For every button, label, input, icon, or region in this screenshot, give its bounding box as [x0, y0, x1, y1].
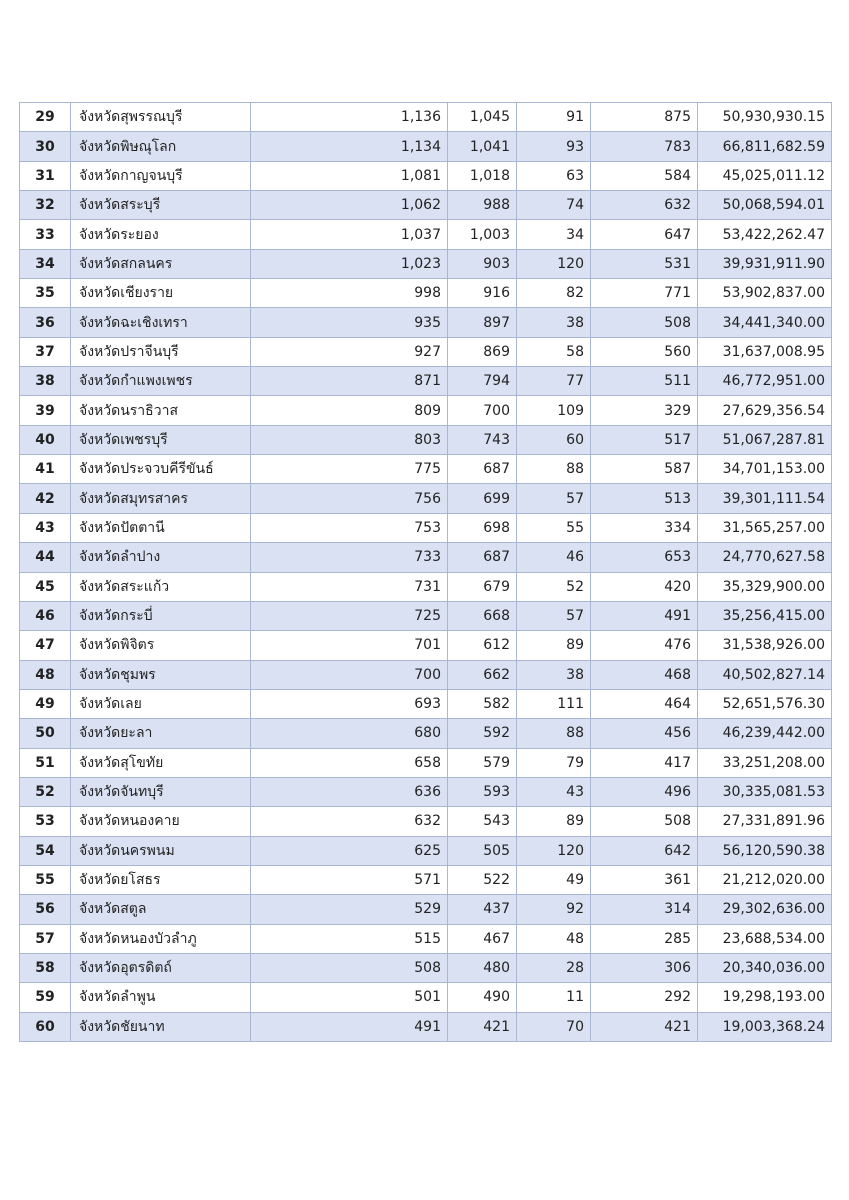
province-data-table: [19, 102, 832, 1042]
value-col-1: 998: [251, 279, 448, 308]
value-col-1: 680: [251, 719, 448, 748]
amount-value: 29,302,636.00: [698, 895, 832, 924]
value-col-4: 508: [591, 807, 698, 836]
value-col-1: 756: [251, 484, 448, 513]
province-name: จังหวัดยโสธร: [71, 865, 251, 894]
province-name: จังหวัดสกลนคร: [71, 249, 251, 278]
value-col-1: 508: [251, 953, 448, 982]
value-col-3: 70: [517, 1012, 591, 1041]
row-number: 53: [20, 807, 71, 836]
value-col-1: 529: [251, 895, 448, 924]
row-number: 43: [20, 513, 71, 542]
value-col-4: 417: [591, 748, 698, 777]
amount-value: 52,651,576.30: [698, 689, 832, 718]
row-number: 46: [20, 601, 71, 630]
province-name: จังหวัดนราธิวาส: [71, 396, 251, 425]
value-col-4: 653: [591, 543, 698, 572]
value-col-3: 38: [517, 308, 591, 337]
value-col-1: 625: [251, 836, 448, 865]
value-col-2: 437: [448, 895, 517, 924]
value-col-3: 88: [517, 455, 591, 484]
value-col-2: 668: [448, 601, 517, 630]
value-col-4: 632: [591, 191, 698, 220]
amount-value: 46,772,951.00: [698, 367, 832, 396]
table-row: [20, 279, 832, 308]
value-col-4: 329: [591, 396, 698, 425]
value-col-4: 420: [591, 572, 698, 601]
value-col-4: 508: [591, 308, 698, 337]
value-col-4: 334: [591, 513, 698, 542]
province-name: จังหวัดเพชรบุรี: [71, 425, 251, 454]
table-row: [20, 132, 832, 161]
value-col-2: 916: [448, 279, 517, 308]
value-col-1: 803: [251, 425, 448, 454]
row-number: 58: [20, 953, 71, 982]
value-col-3: 55: [517, 513, 591, 542]
value-col-4: 496: [591, 777, 698, 806]
row-number: 37: [20, 337, 71, 366]
value-col-2: 1,018: [448, 161, 517, 190]
amount-value: 50,068,594.01: [698, 191, 832, 220]
value-col-4: 647: [591, 220, 698, 249]
value-col-2: 700: [448, 396, 517, 425]
table-row: [20, 337, 832, 366]
province-name: จังหวัดสระบุรี: [71, 191, 251, 220]
amount-value: 24,770,627.58: [698, 543, 832, 572]
value-col-4: 783: [591, 132, 698, 161]
table-row: [20, 161, 832, 190]
province-name: จังหวัดยะลา: [71, 719, 251, 748]
value-col-4: 314: [591, 895, 698, 924]
province-name: จังหวัดสุพรรณบุรี: [71, 103, 251, 132]
value-col-4: 517: [591, 425, 698, 454]
value-col-4: 464: [591, 689, 698, 718]
value-col-3: 58: [517, 337, 591, 366]
amount-value: 66,811,682.59: [698, 132, 832, 161]
value-col-3: 89: [517, 631, 591, 660]
province-name: จังหวัดหนองคาย: [71, 807, 251, 836]
row-number: 47: [20, 631, 71, 660]
value-col-2: 794: [448, 367, 517, 396]
value-col-1: 1,062: [251, 191, 448, 220]
value-col-1: 515: [251, 924, 448, 953]
table-row: [20, 513, 832, 542]
table-row: [20, 308, 832, 337]
value-col-1: 491: [251, 1012, 448, 1041]
amount-value: 31,637,008.95: [698, 337, 832, 366]
value-col-2: 687: [448, 543, 517, 572]
value-col-3: 49: [517, 865, 591, 894]
amount-value: 46,239,442.00: [698, 719, 832, 748]
row-number: 54: [20, 836, 71, 865]
value-col-1: 701: [251, 631, 448, 660]
province-name: จังหวัดปราจีนบุรี: [71, 337, 251, 366]
value-col-3: 57: [517, 484, 591, 513]
province-name: จังหวัดสตูล: [71, 895, 251, 924]
province-name: จังหวัดลำพูน: [71, 983, 251, 1012]
amount-value: 39,931,911.90: [698, 249, 832, 278]
value-col-2: 903: [448, 249, 517, 278]
value-col-3: 38: [517, 660, 591, 689]
value-col-4: 456: [591, 719, 698, 748]
value-col-1: 571: [251, 865, 448, 894]
province-name: จังหวัดเชียงราย: [71, 279, 251, 308]
value-col-4: 468: [591, 660, 698, 689]
row-number: 35: [20, 279, 71, 308]
row-number: 32: [20, 191, 71, 220]
value-col-2: 1,003: [448, 220, 517, 249]
value-col-1: 658: [251, 748, 448, 777]
value-col-2: 579: [448, 748, 517, 777]
value-col-3: 57: [517, 601, 591, 630]
value-col-4: 560: [591, 337, 698, 366]
province-name: จังหวัดชุมพร: [71, 660, 251, 689]
value-col-2: 1,045: [448, 103, 517, 132]
row-number: 38: [20, 367, 71, 396]
province-name: จังหวัดพิจิตร: [71, 631, 251, 660]
amount-value: 19,298,193.00: [698, 983, 832, 1012]
row-number: 33: [20, 220, 71, 249]
amount-value: 30,335,081.53: [698, 777, 832, 806]
value-col-2: 421: [448, 1012, 517, 1041]
value-col-2: 582: [448, 689, 517, 718]
row-number: 49: [20, 689, 71, 718]
value-col-3: 28: [517, 953, 591, 982]
province-name: จังหวัดกำแพงเพชร: [71, 367, 251, 396]
value-col-3: 111: [517, 689, 591, 718]
amount-value: 40,502,827.14: [698, 660, 832, 689]
row-number: 40: [20, 425, 71, 454]
amount-value: 27,629,356.54: [698, 396, 832, 425]
value-col-2: 897: [448, 308, 517, 337]
table-row: [20, 719, 832, 748]
table-row: [20, 191, 832, 220]
value-col-1: 636: [251, 777, 448, 806]
table-row: [20, 777, 832, 806]
row-number: 31: [20, 161, 71, 190]
amount-value: 50,930,930.15: [698, 103, 832, 132]
row-number: 29: [20, 103, 71, 132]
value-col-3: 91: [517, 103, 591, 132]
value-col-1: 1,023: [251, 249, 448, 278]
value-col-1: 1,134: [251, 132, 448, 161]
value-col-2: 699: [448, 484, 517, 513]
table-body: [20, 103, 832, 1042]
value-col-3: 11: [517, 983, 591, 1012]
amount-value: 20,340,036.00: [698, 953, 832, 982]
table-row: [20, 103, 832, 132]
province-name: จังหวัดกระบี่: [71, 601, 251, 630]
amount-value: 53,902,837.00: [698, 279, 832, 308]
province-name: จังหวัดนครพนม: [71, 836, 251, 865]
amount-value: 19,003,368.24: [698, 1012, 832, 1041]
amount-value: 34,701,153.00: [698, 455, 832, 484]
value-col-1: 731: [251, 572, 448, 601]
province-name: จังหวัดประจวบคีรีขันธ์: [71, 455, 251, 484]
value-col-3: 79: [517, 748, 591, 777]
table-row: [20, 396, 832, 425]
value-col-3: 82: [517, 279, 591, 308]
value-col-3: 63: [517, 161, 591, 190]
table-row: [20, 836, 832, 865]
province-name: จังหวัดระยอง: [71, 220, 251, 249]
province-name: จังหวัดเลย: [71, 689, 251, 718]
amount-value: 31,565,257.00: [698, 513, 832, 542]
province-name: จังหวัดหนองบัวลำภู: [71, 924, 251, 953]
row-number: 39: [20, 396, 71, 425]
value-col-4: 285: [591, 924, 698, 953]
table-row: [20, 895, 832, 924]
value-col-3: 60: [517, 425, 591, 454]
table-row: [20, 631, 832, 660]
amount-value: 34,441,340.00: [698, 308, 832, 337]
table-row: [20, 367, 832, 396]
amount-value: 21,212,020.00: [698, 865, 832, 894]
value-col-2: 522: [448, 865, 517, 894]
value-col-3: 74: [517, 191, 591, 220]
value-col-2: 679: [448, 572, 517, 601]
value-col-2: 687: [448, 455, 517, 484]
table-row: [20, 689, 832, 718]
value-col-2: 869: [448, 337, 517, 366]
value-col-1: 693: [251, 689, 448, 718]
value-col-2: 593: [448, 777, 517, 806]
row-number: 60: [20, 1012, 71, 1041]
province-name: จังหวัดพิษณุโลก: [71, 132, 251, 161]
row-number: 42: [20, 484, 71, 513]
row-number: 55: [20, 865, 71, 894]
value-col-3: 46: [517, 543, 591, 572]
province-name: จังหวัดลำปาง: [71, 543, 251, 572]
value-col-4: 491: [591, 601, 698, 630]
value-col-4: 306: [591, 953, 698, 982]
value-col-2: 543: [448, 807, 517, 836]
province-name: จังหวัดจันทบุรี: [71, 777, 251, 806]
value-col-2: 988: [448, 191, 517, 220]
value-col-4: 511: [591, 367, 698, 396]
amount-value: 35,256,415.00: [698, 601, 832, 630]
value-col-2: 505: [448, 836, 517, 865]
value-col-2: 480: [448, 953, 517, 982]
value-col-3: 120: [517, 249, 591, 278]
value-col-1: 733: [251, 543, 448, 572]
value-col-2: 662: [448, 660, 517, 689]
table-row: [20, 543, 832, 572]
row-number: 59: [20, 983, 71, 1012]
value-col-4: 361: [591, 865, 698, 894]
row-number: 41: [20, 455, 71, 484]
table-row: [20, 983, 832, 1012]
value-col-1: 753: [251, 513, 448, 542]
value-col-2: 612: [448, 631, 517, 660]
province-name: จังหวัดสุโขทัย: [71, 748, 251, 777]
table-row: [20, 953, 832, 982]
province-name: จังหวัดฉะเชิงเทรา: [71, 308, 251, 337]
value-col-3: 52: [517, 572, 591, 601]
row-number: 30: [20, 132, 71, 161]
amount-value: 56,120,590.38: [698, 836, 832, 865]
value-col-2: 698: [448, 513, 517, 542]
table-row: [20, 865, 832, 894]
province-name: จังหวัดกาญจนบุรี: [71, 161, 251, 190]
table-row: [20, 924, 832, 953]
row-number: 51: [20, 748, 71, 777]
value-col-4: 421: [591, 1012, 698, 1041]
table-row: [20, 220, 832, 249]
value-col-1: 1,136: [251, 103, 448, 132]
province-name: จังหวัดชัยนาท: [71, 1012, 251, 1041]
value-col-1: 809: [251, 396, 448, 425]
amount-value: 33,251,208.00: [698, 748, 832, 777]
value-col-3: 34: [517, 220, 591, 249]
value-col-1: 1,037: [251, 220, 448, 249]
table-row: [20, 572, 832, 601]
amount-value: 31,538,926.00: [698, 631, 832, 660]
province-name: จังหวัดสมุทรสาคร: [71, 484, 251, 513]
value-col-3: 43: [517, 777, 591, 806]
value-col-3: 89: [517, 807, 591, 836]
province-name: จังหวัดปัตตานี: [71, 513, 251, 542]
value-col-1: 935: [251, 308, 448, 337]
table-row: [20, 484, 832, 513]
value-col-3: 48: [517, 924, 591, 953]
row-number: 52: [20, 777, 71, 806]
table-row: [20, 660, 832, 689]
value-col-4: 587: [591, 455, 698, 484]
row-number: 56: [20, 895, 71, 924]
value-col-2: 1,041: [448, 132, 517, 161]
amount-value: 45,025,011.12: [698, 161, 832, 190]
value-col-1: 501: [251, 983, 448, 1012]
value-col-1: 1,081: [251, 161, 448, 190]
value-col-4: 513: [591, 484, 698, 513]
value-col-3: 77: [517, 367, 591, 396]
row-number: 57: [20, 924, 71, 953]
table-row: [20, 249, 832, 278]
amount-value: 23,688,534.00: [698, 924, 832, 953]
row-number: 48: [20, 660, 71, 689]
amount-value: 39,301,111.54: [698, 484, 832, 513]
value-col-4: 875: [591, 103, 698, 132]
table-row: [20, 601, 832, 630]
value-col-2: 743: [448, 425, 517, 454]
amount-value: 27,331,891.96: [698, 807, 832, 836]
value-col-1: 927: [251, 337, 448, 366]
amount-value: 53,422,262.47: [698, 220, 832, 249]
amount-value: 51,067,287.81: [698, 425, 832, 454]
province-name: จังหวัดอุตรดิตถ์: [71, 953, 251, 982]
row-number: 45: [20, 572, 71, 601]
value-col-3: 93: [517, 132, 591, 161]
value-col-4: 476: [591, 631, 698, 660]
row-number: 36: [20, 308, 71, 337]
value-col-4: 642: [591, 836, 698, 865]
province-name: จังหวัดสระแก้ว: [71, 572, 251, 601]
value-col-1: 700: [251, 660, 448, 689]
value-col-4: 584: [591, 161, 698, 190]
value-col-1: 725: [251, 601, 448, 630]
row-number: 50: [20, 719, 71, 748]
table-row: [20, 748, 832, 777]
value-col-2: 467: [448, 924, 517, 953]
value-col-2: 490: [448, 983, 517, 1012]
table-row: [20, 425, 832, 454]
value-col-2: 592: [448, 719, 517, 748]
value-col-4: 531: [591, 249, 698, 278]
value-col-1: 871: [251, 367, 448, 396]
value-col-1: 632: [251, 807, 448, 836]
value-col-3: 92: [517, 895, 591, 924]
value-col-4: 771: [591, 279, 698, 308]
row-number: 34: [20, 249, 71, 278]
table-row: [20, 455, 832, 484]
value-col-4: 292: [591, 983, 698, 1012]
value-col-3: 120: [517, 836, 591, 865]
table-row: [20, 1012, 832, 1041]
amount-value: 35,329,900.00: [698, 572, 832, 601]
value-col-3: 109: [517, 396, 591, 425]
value-col-3: 88: [517, 719, 591, 748]
row-number: 44: [20, 543, 71, 572]
table-row: [20, 807, 832, 836]
value-col-1: 775: [251, 455, 448, 484]
